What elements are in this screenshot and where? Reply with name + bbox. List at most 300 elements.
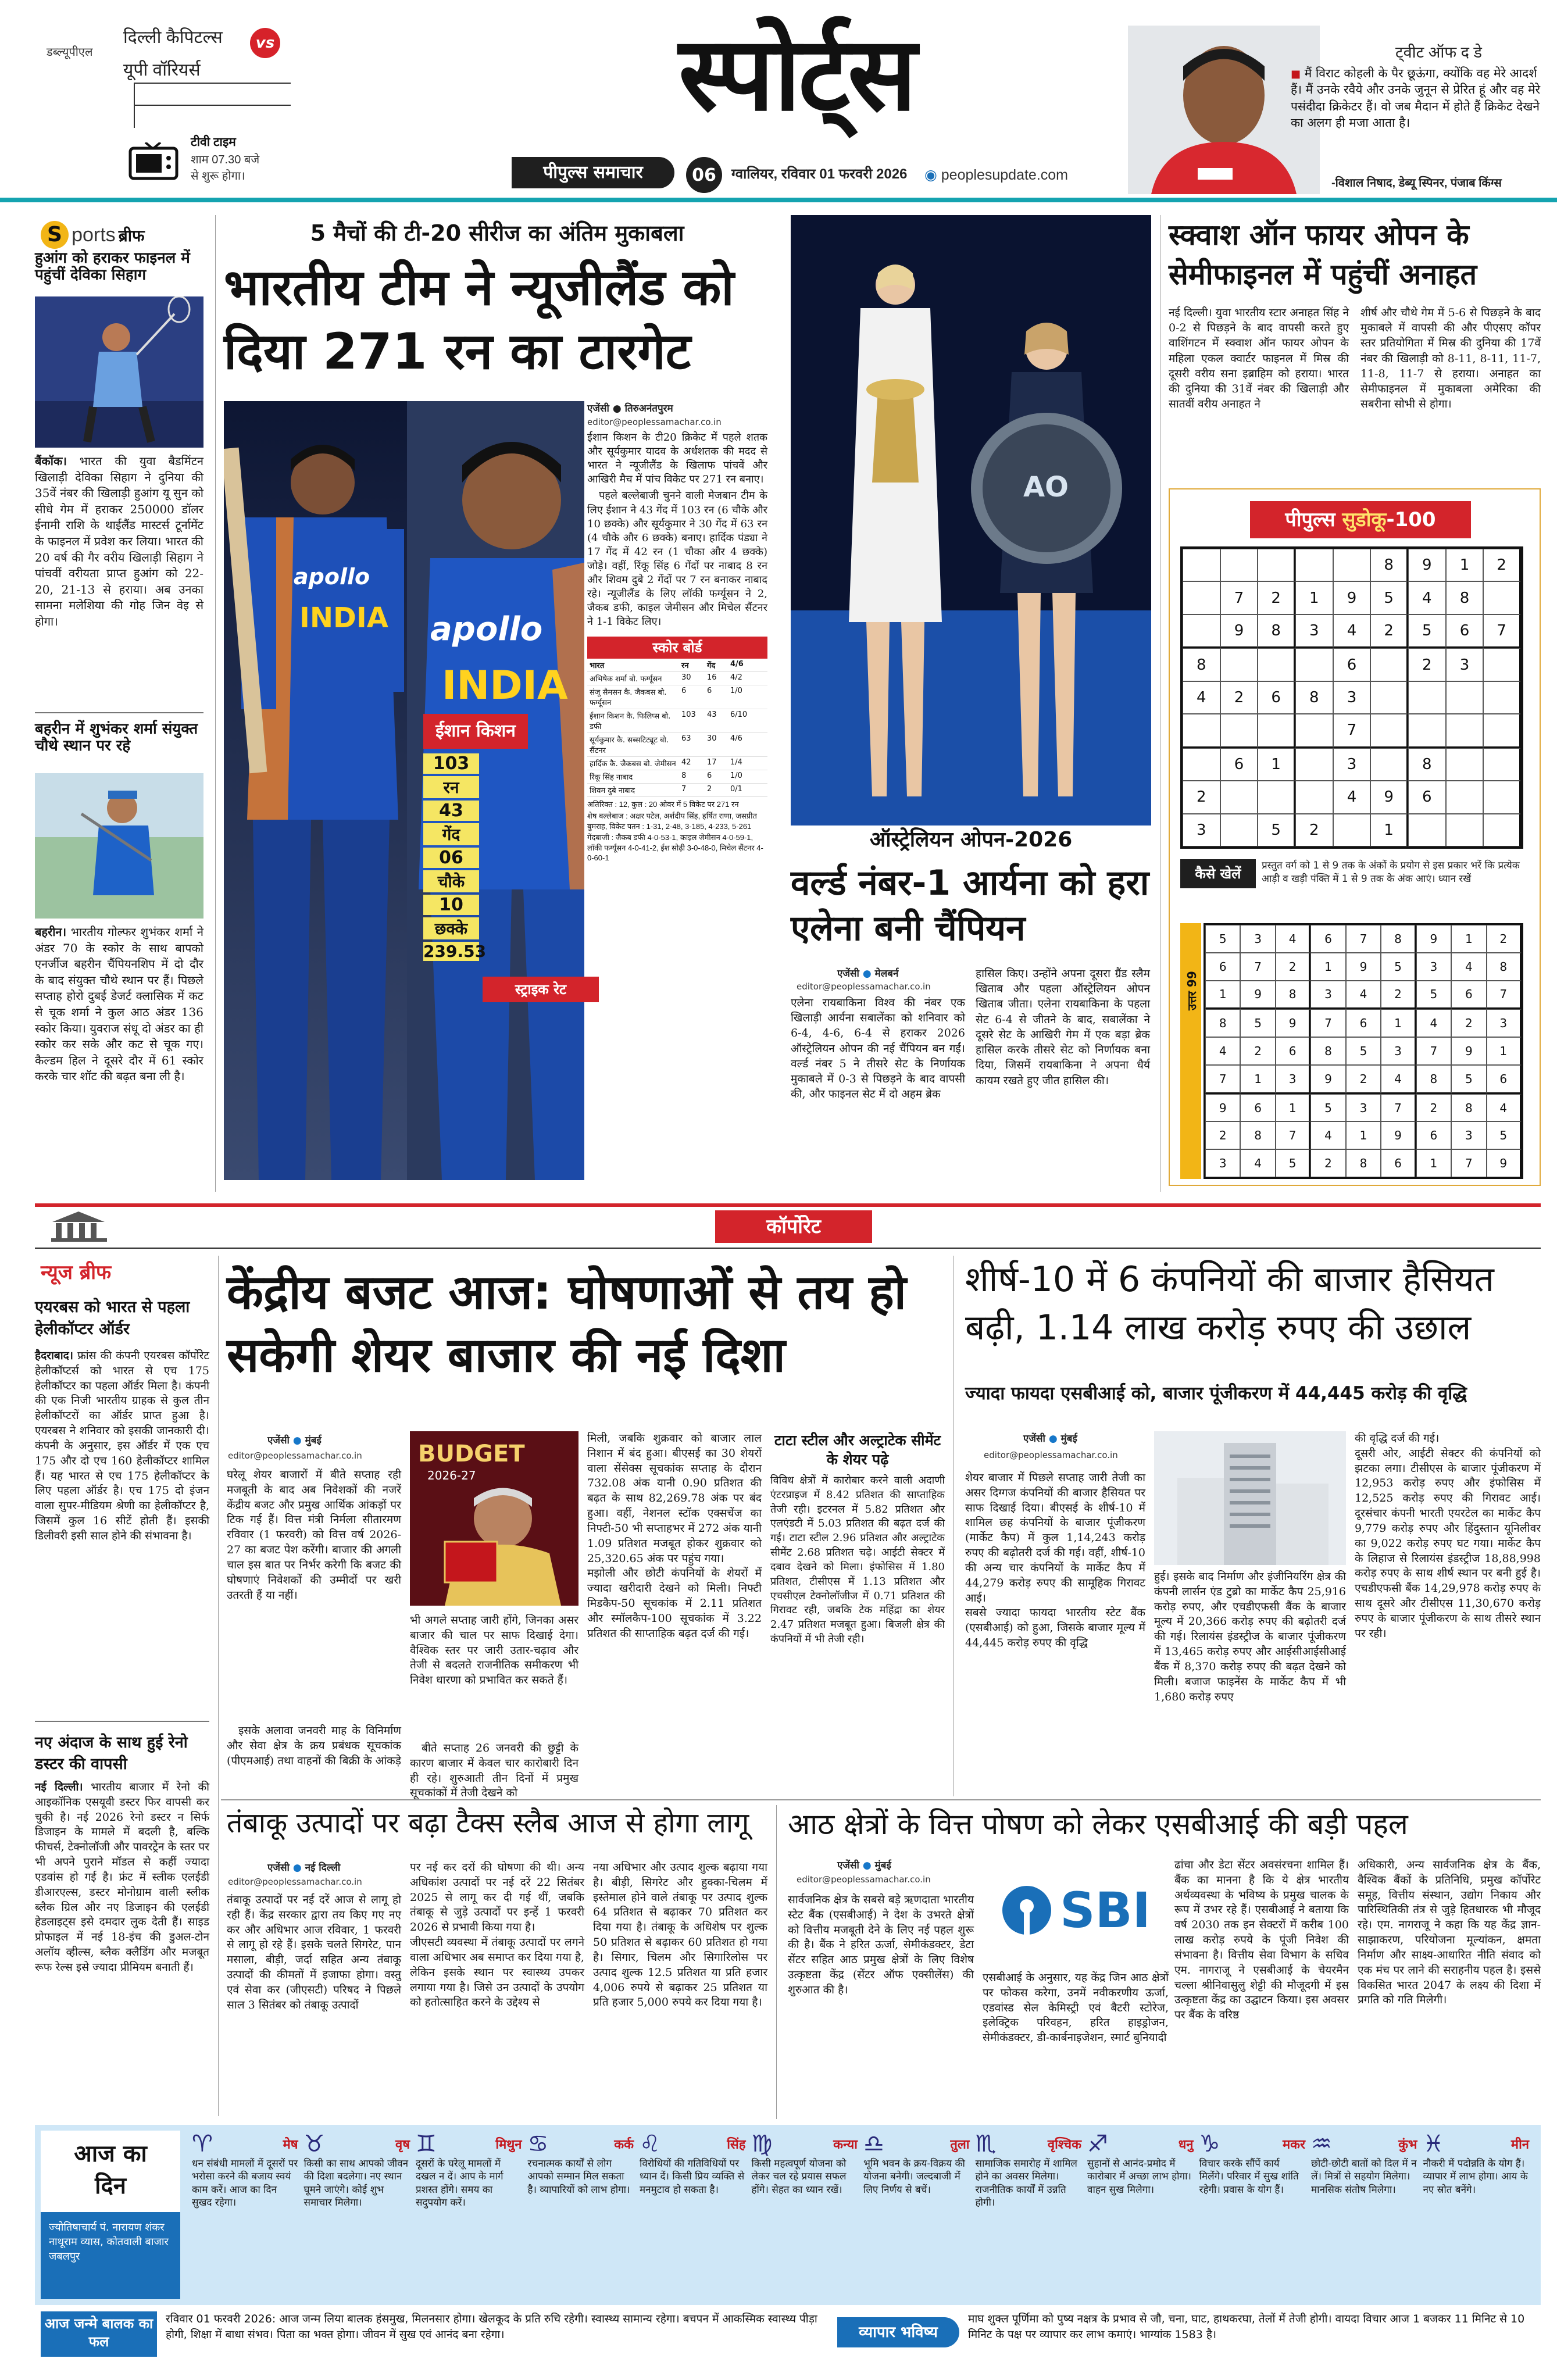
jersey-brand: apollo [294,564,370,589]
sudoku-answer-cell: 2 [1205,1121,1240,1149]
birthday-text: रविवार 01 फरवरी 2026: आज जन्म लिया बालक हंसमुख, मिलनसार होगा। खेलकूद के प्रति रुचि रहेगी। स्वास्थ्य सामान्य रहेगा। बचपन में आकस्मिक स्वास्थ्य पीड़ा होगी, शिक्षा में बाधा संभव। पिता का भक्त होगा। जीवन में सुख एवं आनंद बना रहेगा। [166,2313,817,2341]
sudoku-answer-cell: 2 [1310,1149,1345,1177]
strike-rate-label: स्ट्राइक रेट [483,977,599,1002]
astrologer-credit: ज्योतिषाचार्य पं. नारायण शंकर नाथूराम व्यास, कोतवाली बाजार जबलपुर [41,2212,180,2299]
sudoku-answer-cell: 3 [1205,1149,1240,1177]
sudoku-answer-cell: 6 [1451,981,1486,1010]
cricket-byline-2: एजेंसी ● तिरुअनंतपुरम [587,403,673,414]
zodiac-icon: ♑ [1199,2131,1220,2157]
rashi-text: सामाजिक समारोह में शामिल होने का अवसर मिलेगा। राजनीतिक कार्यों में उन्नति होगी। [975,2158,1077,2209]
rashi-name: कुंभ [1398,2138,1417,2152]
sports-logo-tag: ब्रीफ [118,226,145,245]
sudoku-title-word: सुडोकू [1342,508,1387,531]
scoreboard-row [587,709,767,733]
scoreboard-header [587,659,767,672]
sudoku-cell: 1 [1258,748,1295,781]
scoreboard-cell: अभिषेक शर्मा बो. फर्ग्यूसन [590,675,662,684]
sudoku-answer-cell: 9 [1276,1009,1310,1037]
sudoku-cell [1295,648,1333,681]
sudoku-cell [1483,781,1521,813]
sudoku-answer-cell: 3 [1381,1037,1416,1065]
scoreboard-header-cell: 4/6 [730,660,744,669]
scoreboard-header-cell: गेंद [707,662,716,671]
sudoku-answer-cell: 1 [1451,925,1486,953]
sports-brief-logo [41,221,203,249]
sports-logo-s: S [41,221,69,249]
sudoku-answer-cell: 8 [1346,1149,1381,1177]
stat-runs-label: रन [423,776,479,798]
page-number: 06 [686,157,722,193]
brief2-dateline: बहरीन। [35,925,67,939]
jersey-country-large: INDIA [442,663,568,709]
scoreboard-cell: 7 [681,785,687,794]
sudoku-answer-cell: 5 [1240,1009,1275,1037]
sudoku-answer-cell: 1 [1276,1094,1310,1122]
badminton-photo [35,296,203,448]
sudoku-how-text: प्रस्तुत वर्ग को 1 से 9 तक के अंकों के प्रयोग से इस प्रकार भरें कि प्रत्येक आड़ी व खड़ी पंक्ति में 1 से 9 तक के अंक आएं। ध्यान रखें [1262,860,1520,885]
sudoku-cell: 3 [1333,681,1371,714]
scoreboard-row [587,672,767,685]
sudoku-answer-cell: 7 [1416,1037,1451,1065]
scoreboard-cell: 4/2 [730,673,742,682]
sudoku-cell [1483,748,1521,781]
stat-runs: 103 [423,753,479,774]
col-rule-1 [215,215,216,1192]
rashi-column [1087,2131,1194,2299]
tennis-champions-illustration [791,215,1151,826]
team1: दिल्ली कैपिटल्स [123,28,223,47]
sudoku-answer-label: उत्तर 99 [1185,971,1199,1010]
sudoku-cell [1220,781,1258,813]
lower-divider [221,1799,1541,1800]
stat-balls-label: गेंद [423,823,479,845]
sudoku-answer-cell: 7 [1240,953,1275,981]
sudoku-answer-cell: 7 [1346,925,1381,953]
tweet-author: -विशाल निषाद, डेब्यू स्पिनर, पंजाब किंग्स [1331,177,1502,190]
cricket-email: editor@peoplessamachar.co.in [587,417,722,427]
sudoku-answer-cell: 4 [1381,1065,1416,1094]
horoscope-band [35,2125,1541,2305]
rashi-column [976,2131,1082,2299]
rashi-text: विरोधियों की गतिविधियों पर ध्यान दें। किसी प्रिय व्यक्ति से मनमुटाव हो सकता है। [640,2158,745,2196]
bse-photo [1154,1431,1346,1565]
scoreboard-row [587,733,767,757]
sudoku-cell [1220,549,1258,581]
scoreboard-cell: 103 [681,710,696,720]
tweet-label: ट्वीट ऑफ द डे [1395,44,1482,61]
sudoku-cell [1370,681,1408,714]
sudoku-cell [1370,748,1408,781]
sudoku-answer-cell: 6 [1240,1094,1275,1122]
rashi-name: वृष [395,2138,410,2152]
tv-divider [134,83,291,84]
sudoku-cell: 8 [1446,581,1484,614]
rashi-column [304,2131,410,2299]
sbi-email: editor@peoplessamachar.co.in [797,1874,931,1885]
golfer-illustration [35,773,203,919]
sbi-col2: एसबीआई के अनुसार, यह केंद्र जिन आठ क्षेत्रों पर फोकस करेगा, उनमें नवीकरणीय ऊर्जा, एडवांस्ड सेल केमिस्ट्री एवं बैटरी स्टोरेज, इलेक्ट्रिक परिवहन, हरित हाइड्रोजन, सेमीकंडक्टर, डी-कार्बनाइजेशन, स्मार्ट बुनियादी [983,1971,1169,2045]
sudoku-answer-cell: 7 [1205,1065,1240,1094]
sudoku-answer-cell: 1 [1487,1037,1522,1065]
tweet-text [1291,65,1547,131]
sudoku-cell [1258,549,1295,581]
vs-badge: vs [250,28,280,58]
sudoku-grid [1180,546,1523,849]
mcap-col2: हुई। इसके बाद निर्माण और इंजीनियरिंग क्षेत्र की कंपनी लार्सन एंड टुब्रो का मार्केट कैप 25,916 करोड़ रुपए, और एचडीएफसी बैंक के बाजार मूल्य में 20,366 करोड़ रुपए की बढ़ोतरी दर्ज की गई। रिलायंस इंडस्ट्रीज के बाजार पूंजीकरण में 13,465 करोड़ रुपए और आईसीआईसीआई बैंक में 8,370 करोड़ रुपए की बढ़त देखने को मिली। बजाज फाइनेंस के मार्केट कैप में भी 1,680 करोड़ रुपए [1154,1570,1346,1703]
sudoku-answer-cell: 8 [1276,981,1310,1010]
sudoku-cell [1258,781,1295,813]
nb1-dateline: हैदराबाद। [35,1349,73,1362]
sbi-col4: अधिकारी, अन्य सार्वजनिक क्षेत्र के बैंक, वैश्विक बैंकों के प्रतिनिधि, प्रमुख कॉर्पोरेट समूह, वित्तीय संस्थान, उद्योग निकाय और पारिस्थितिकी तंत्र से जुड़े हितधारक भी मौजूद रहे। एम. नागराजू ने कहा कि यह केंद्र ज्ञान-साझाकरण, परियोजना मूल्यांकन, क्षमता निर्माण और साक्ष्य-आधारित नीति संवाद को एक मंच पर लाने की सराहनीय पहल है। इससे विकसित भारत 2047 के लक्ष्य की दिशा में प्रगति को गति मिलेगी। [1358,1859,1541,2007]
budget-box-headline: टाटा स्टील और अल्ट्राटेक सीमेंट के शेयर पढ़े [774,1432,941,1468]
mcap-email: editor@peoplessamachar.co.in [984,1450,1118,1460]
rashi-text: रचनात्मक कार्यों से लोग आपको सम्मान मिल सकता है। व्यापारियों को लाभ होगा। [527,2158,630,2196]
sudoku-cell [1446,814,1484,846]
sudoku-cell: 5 [1258,814,1295,846]
bse-building-illustration [1154,1431,1346,1565]
sudoku-cell: 8 [1408,748,1446,781]
sudoku-title-num: -100 [1386,508,1436,531]
scoreboard-cell: 1/4 [730,758,742,767]
rashi-name: मिथुन [495,2138,522,2152]
sudoku-cell: 8 [1258,614,1295,648]
budget-photo [410,1431,578,1606]
scoreboard-cell: 0/1 [730,785,742,794]
rashi-text: नौकरी में पदोन्नति के योग हैं। व्यापार में लाभ होगा। आय के नए स्रोत बनेंगे। [1423,2158,1528,2196]
sbi-agency: एजेंसी [837,1860,859,1871]
mcap-agency: एजेंसी [1023,1433,1045,1445]
sudoku-answer-cell: 8 [1205,1009,1240,1037]
rashi-name: तुला [950,2138,970,2152]
sudoku-cell: 9 [1333,581,1371,614]
sudoku-answer-cell: 5 [1205,925,1240,953]
sudoku-answer-cell: 5 [1451,1065,1486,1094]
sudoku-answer-cell: 6 [1205,953,1240,981]
byline-dot-2: ● [862,968,872,980]
section-underline [35,1248,1541,1249]
sudoku-answer-cell: 2 [1451,1009,1486,1037]
zodiac-icon: ♒ [1311,2131,1332,2157]
jersey-brand-large: apollo [430,610,543,648]
sudoku-cell: 2 [1483,549,1521,581]
sudoku-cell [1483,648,1521,681]
tennis-email: editor@peoplessamachar.co.in [797,981,931,992]
tobacco-col1: तंबाकू उत्पादों पर नई दरें आज से लागू हो रही हैं। केंद्र सरकार द्वारा तय किए गए नए कर और अधिभार आज रविवार, 1 फरवरी से लागू हो रहे हैं। इसके चलते सिगरेट, पान मसाला, बीड़ी, जर्दा सहित अन्य तंबाकू उत्पादों की कीमतों में इजाफा होगा। वस्तु एवं सेवा कर (जीएसटी) परिषद ने पिछले साल 3 सितंबर को तंबाकू उत्पादों [227,1893,401,2011]
tennis-caption: ऑस्ट्रेलियन ओपन-2026 [869,828,1073,852]
rashi-name: कन्या [833,2138,858,2152]
rashi-name: वृश्चिक [1047,2138,1081,2152]
sudoku-cell: 1 [1295,581,1333,614]
tennis-agency: एजेंसी [837,968,859,980]
rashi-column [1311,2131,1417,2299]
sudoku-answer-cell: 2 [1381,981,1416,1010]
sudoku-cell: 7 [1483,614,1521,648]
budget-box-text: विविध क्षेत्रों में कारोबार करने वाली अदाणी एंटरप्राइज में 8.42 प्रतिशत की साप्ताहिक तेजी रही। इटरनल में 5.82 प्रतिशत और एलएंडटी में 5.03 प्रतिशत की बढ़त दर्ज की गई। टाटा स्टील 2.96 प्रतिशत और अल्ट्राटेक सीमेंट 2.68 प्रतिशत चढ़े। आईटी सेक्टर में दबाव देखने को मिला। इंफोसिस में 1.80 प्रतिशत, टीसीएस में 1.13 प्रतिशत और एचसीएल टेक्नोलॉजीज में 0.71 प्रतिशत की गिरावट रही, जबकि टेक महिंद्रा का शेयर 2.47 प्रतिशत मजबूत हुआ। बिजली क्षेत्र की कंपनियों में भी तेजी रही। [770,1474,945,1646]
sudoku-cell: 4 [1408,581,1446,614]
sudoku-cell: 3 [1183,814,1220,846]
budget-agency: एजेंसी [267,1435,290,1446]
scoreboard-title: स्कोर बोर्ड [587,637,767,659]
sudoku-cell: 2 [1370,614,1408,648]
tv-time-line1: शाम 07.30 बजे [191,153,260,166]
tv-time-label: टीवी टाइम [191,135,236,149]
sudoku-answer-cell: 1 [1346,1121,1381,1149]
tobacco-agency: एजेंसी [267,1862,290,1874]
rashi-name: मीन [1510,2138,1529,2152]
sudoku-answer-cell: 5 [1381,953,1416,981]
sudoku-cell [1446,781,1484,813]
brief2-headline: बहरीन में शुभंकर शर्मा संयुक्त चौथे स्थान पर रहे [35,720,198,755]
tweet-body: मैं विराट कोहली के पैर छूऊंगा, क्योंकि वह मेरे आदर्श हैं। मैं उनके रवैये और उनके जुनून से प्रेरित हूं और वह मेरे पसंदीदा क्रिकेटर हैं। वो जब मैदान में होते हैं क्रिकेट देखने का अलग ही मजा आता है। [1291,66,1541,130]
sports-logo-rest: ports [72,224,116,246]
rashi-text: धन संबंधी मामलों में दूसरों पर भरोसा करने की बजाय स्वयं काम करें। आज का दिन सुखद रहेगा। [192,2158,298,2209]
sudoku-cell [1408,681,1446,714]
sbi-keyhole-icon [1001,1884,1053,1936]
scoreboard-header-cell: भारत [590,662,605,671]
website-link[interactable] [924,166,1068,184]
tv-icon [128,142,180,183]
jersey-country: INDIA [299,602,388,634]
cricket-kicker: 5 मैचों की टी-20 सीरीज का अंतिम मुकाबला [310,220,684,246]
golf-photo [35,773,203,919]
sbi-col1: सार्वजनिक क्षेत्र के सबसे बड़े ऋणदाता भारतीय स्टेट बैंक (एसबीआई) ने देश के उभरते क्षेत्रों को वित्तीय मजबूती देने के लिए नई पहल शुरू की है। बैंक ने हरित ऊर्जा, सेमीकंडक्टर, डेटा सेंटर सहित आठ प्रमुख क्षेत्रों के लिए विशेष उत्कृष्टता केंद्र (सेंटर ऑफ एक्सीलेंस) की शुरुआत की है। [788,1893,974,1996]
cricket-photo [224,401,407,1180]
sudoku-answer-cell: 3 [1346,1094,1381,1122]
rashi-column [192,2131,298,2299]
masthead-title: स्पोर्ट्स [678,15,915,134]
tobacco-col3: नया अधिभार और उत्पाद शुल्क बढ़ाया गया है। बीड़ी, सिगरेट और हुक्का-चिलम में इस्तेमाल होने वाले तंबाकू पर उत्पाद शुल्क 64 प्रतिशत से बढ़ाकर 70 प्रतिशत कर दिया गया है। तंबाकू के अधिशेष पर शुल्क 50 प्रतिशत से बढ़ाकर 60 प्रतिशत हो गया है। सिगार, चिलम और सिगारिलोस पर उत्पाद शुल्क 12.5 प्रतिशत या प्रति हजार 4,006 रुपये से बढ़ाकर 25 प्रतिशत या प्रति हजार 5,000 रुपये कर दिया गया है। [593,1861,767,2009]
tv-divider-v2 [134,105,135,128]
horoscope-title-bottom: दिन [95,2172,126,2199]
mcap-subhead: ज्यादा फायदा एसबीआई को, बाजार पूंजीकरण में 44,445 करोड़ की वृद्धि [965,1383,1467,1404]
sbi-city: मुंबई [874,1860,891,1871]
sudoku-answer-cell: 6 [1276,1037,1310,1065]
sudoku-cell: 4 [1333,781,1371,813]
sudoku-answer-cell: 7 [1276,1121,1310,1149]
cricket-para2: पहले बल्लेबाजी चुनने वाली मेजबान टीम के लिए ईशान ने 43 गेंद में 103 रन (6 चौके और 10 छक्के) और सूर्यकुमार ने 30 गेंद में 63 रन (4 चौके और 6 छक्के) बनाए। हार्दिक पंड्या ने 17 गेंद में 42 रन (1 चौका और 4 छक्के) जोड़े। वहीं, रिंकू सिंह 6 गेंदों पर नाबाद 8 रन और शिवम दुबे 2 गेंदों पर 7 रन बनाकर नाबाद रहे। न्यूजीलैंड के लिए लॉकी फर्ग्यूसन ने 2, जैकब डफी, काइल जेमीसन और मिचेल सैंटनर ने 1-1 विकेट लिए। [587,489,767,628]
sudoku-answer-cell: 3 [1240,925,1275,953]
sudoku-answer-cell: 1 [1381,1009,1416,1037]
scoreboard-cell: 1/0 [730,687,742,696]
sudoku-cell [1370,648,1408,681]
sudoku-cell: 5 [1408,614,1446,648]
sudoku-answer-cell: 5 [1276,1149,1310,1177]
bank-building-icon [47,1209,110,1244]
scoreboard-row [587,784,767,797]
sudoku-cell: 9 [1220,614,1258,648]
byline-dot-3: ● [292,1435,302,1446]
sudoku-answer-cell: 1 [1416,1149,1451,1177]
byline-dot-4: ● [1048,1433,1058,1445]
cricket-text-column [587,401,767,863]
sudoku-answer-cell: 9 [1240,981,1275,1010]
col-rule-6 [776,1805,777,2119]
sudoku-cell [1183,581,1220,614]
footer-band [35,2308,1541,2360]
sudoku-answer-cell: 5 [1310,1094,1345,1122]
tobacco-city: नई दिल्ली [305,1862,341,1874]
sudoku-cell [1333,814,1371,846]
squash-headline: स्क्वाश ऑन फायर ओपन के सेमीफाइनल में पहुंचीं अनाहत [1169,218,1477,291]
section-title: कॉर्पोरेट [715,1210,872,1243]
brief1-text: भारत की युवा बैडमिंटन खिलाड़ी देविका सिहाग ने दुनिया की 35वें नंबर की खिलाड़ी हुआंग यू सुन को सीधे गेम में हराकर 250000 डॉलर ईनामी राशि के थाईलैंड मास्टर्स टूर्नामेंट के फाइनल में प्रवेश कर लिया। भारत की 20 वर्ष की गैर वरीय खिलाड़ी सिहाग ने पांचवीं वरीयता प्राप्त हुआंग को 22-20, 21-13 से हराया। अब उनका सामना मलेशिया की गोह जिन वेइ से होगा। [35,454,204,628]
sudoku-cell: 2 [1408,648,1446,681]
sudoku-answer-cell: 8 [1381,925,1416,953]
rashi-name: सिंह [727,2138,746,2152]
tobacco-col2: पर नई कर दरों की घोषणा की थी। अन्य अधिकांश उत्पादों पर नई दरें 22 सितंबर 2025 से लागू कर दी गई थीं, जबकि तंबाकू से जुड़े उत्पादों पर इन्हें 1 फरवरी 2026 से प्रभावी किया गया है। जीएसटी व्यवस्था में तंबाकू उत्पादों पर लगने वाला अधिभार अब समाप्त कर दिया गया है, लेकिन इसके स्थान पर स्वास्थ्य उपकर लगाया गया है। जिसे उन उत्पादों के उपयोग को हतोत्साहित करने के उद्देश्य से [410,1861,584,2009]
sudoku-cell: 8 [1295,681,1333,714]
sudoku-answer-cell: 2 [1346,1065,1381,1094]
scoreboard-cell: 16 [707,673,717,682]
sudoku-cell [1258,648,1295,681]
sudoku-cell [1295,714,1333,748]
sudoku-answer-cell: 9 [1205,1094,1240,1122]
budget-col1a: घरेलू शेयर बाजारों में बीते सप्ताह रही मजबूती के बाद अब निवेशकों की नजरें केंद्रीय बजट और प्रमुख आर्थिक आंकड़ों पर टिक गई हैं। वित्त मंत्री निर्मला सीतारमण रविवार (1 फरवरी) को वित्त वर्ष 2026-27 का बजट पेश करेंगी। बाजार की अगली चाल इस बात पर निर्भर करेगी कि बजट की घोषणाएं निवेशकों की उम्मीदों पर खरी उतरती हैं या नहीं। [227,1468,401,1602]
sudoku-cell [1483,814,1521,846]
scoreboard-cell: 6 [707,687,712,696]
sudoku-cell [1295,748,1333,781]
dateline: ग्वालियर, रविवार 01 फरवरी 2026 [731,166,908,182]
sudoku-cell [1446,714,1484,748]
sudoku-cell [1446,681,1484,714]
sudoku-cell [1295,549,1333,581]
sudoku-answer-cell: 3 [1487,1009,1522,1037]
sudoku-title [1250,501,1471,538]
sudoku-answer-cell: 2 [1416,1094,1451,1122]
tennis-col1: एलेना रायबाकिना विश्व की नंबर एक खिलाड़ी आर्यना सबालेंका को शनिवार को 6-4, 4-6, 6-4 से हराकर 2026 ऑस्ट्रेलियन ओपन की नई चैंपियन बन गईं। वर्ल्ड नंबर 5 ने तीसरे सेट के निर्णायक मुकाबले में 0-3 से पिछड़ने के बाद वापसी की, और फाइनल सेट में दो अहम ब्रेक [791,996,965,1101]
scoreboard-cell: 6 [707,771,712,781]
tv-time-line2: से शुरू होगा। [191,170,245,183]
mcap-col1: शेयर बाजार में पिछले सप्ताह जारी तेजी का असर दिग्गज कंपनियों की बाजार हैसियत पर साफ दिखाई दिया। बीएसई के शीर्ष-10 में शामिल छह कंपनियों के बाजार पूंजीकरण (मार्केट कैप) में कुल 1,14,243 करोड़ रुपए की बढ़ोतरी दर्ज की गई। वहीं, शीर्ष-10 की अन्य चार कंपनियों के मार्केट कैप में 44,279 करोड़ रुपए की सामूहिक गिरावट आई। सबसे ज्यादा फायदा भारतीय स्टेट बैंक (एसबीआई) को हुआ, जिसके बाजार मूल्य में 44,445 करोड़ रुपए की वृद्धि [965,1471,1145,1650]
sudoku-cell [1483,681,1521,714]
sudoku-answer-cell: 7 [1487,981,1522,1010]
scoreboard-cell: हार्दिक कै. जैकबस बो. जेमीसन [590,760,676,769]
sudoku-answer-cell: 7 [1310,1009,1345,1037]
scoreboard-cell: रिंकू सिंह नाबाद [590,773,633,782]
sudoku-answer-cell: 9 [1310,1065,1345,1094]
sudoku-answer-cell: 7 [1381,1094,1416,1122]
nb2-body [35,1780,209,1975]
rashi-text: छोटी-छोटी बातों को दिल में न लें। मित्रों से सहयोग मिलेगा। मानसिक संतोष मिलेगा। [1311,2158,1417,2196]
rashi-column [863,2131,970,2299]
tennis-byline [837,966,898,980]
mcap-col3: की वृद्धि दर्ज की गई। दूसरी ओर, आईटी सेक्टर की कंपनियों को झटका लगा। टीसीएस के बाजार पूंजीकरण में 12,953 करोड़ रुपए और इंफोसिस में 12,525 करोड़ रुपए की गिरावट आई। दूरसंचार कंपनी भारती एयरटेल का मार्केट कैप 9,779 करोड़ रुपए और हिंदुस्तान यूनिलीवर का 9,022 करोड़ रुपए घट गया। मार्केट कैप के लिहाज से रिलायंस इंडस्ट्रीज 18,88,998 करोड़ रुपए के साथ शीर्ष स्थान पर बनी हुई है। एचडीएफसी बैंक 14,29,978 करोड़ रुपए के साथ दूसरे और टीसीएस 11,30,670 करोड़ रुपए के बाजार पूंजीकरण के साथ तीसरे स्थान पर रही। [1355,1432,1541,1640]
budget-sidebox [770,1431,945,1647]
scoreboard-cell: संजू सैमसन कै. जैकबस बो. फर्ग्यूसन [590,688,667,708]
stat-fours-label: चौके [423,870,479,892]
sudoku-answer-cell: 5 [1346,1037,1381,1065]
sudoku-answer-cell: 1 [1240,1065,1275,1094]
sudoku-cell [1220,648,1258,681]
sudoku-answer-cell: 4 [1416,1009,1451,1037]
birthday-label: आज जन्मे बालक का फल [41,2311,157,2357]
nb2-text: भारतीय बाजार में रेनो की आइकॉनिक एसयूवी डस्टर फिर वापसी कर चुकी है। नई 2026 रेनो डस्टर न सिर्फ डिजाइन के मामले में बदली है, बल्कि फीचर्स, टेक्नोलॉजी और पावरट्रेन के स्तर पर भी अपने पुराने मॉडल से कहीं ज्यादा एडवांस हो गई है। फ्रंट में स्लीक एलईडी डीआरएल्स, डस्टर मोनोग्राम वाली स्लीक ब्लैक ग्रिल और नए डिजाइन की एलईडी हेडलाइट्स इसे दमदार लुक देती हैं। साइड प्रोफाइल में नई 18-इंच की डुअल-टोन अलॉय व्हील्स, ब्लैक क्लैडिंग और मजबूत रूफ रेल्स इसे ज्यादा प्रीमियम बनाती हैं। [35,1781,209,1974]
scoreboard-cell: 1/0 [730,771,742,781]
rashi-text: भूमि भवन के क्रय-विक्रय की योजना बनेगी। जल्दबाजी में लिए निर्णय से बचें। [863,2158,965,2196]
sudoku-cell: 1 [1370,814,1408,846]
globe-icon: ◉ [924,167,937,183]
sudoku-answer-cell: 9 [1346,953,1381,981]
sudoku-cell: 3 [1333,748,1371,781]
sudoku-cell: 2 [1295,814,1333,846]
mcap-city: मुंबई [1060,1433,1077,1445]
budget-city: मुंबई [305,1435,322,1446]
zodiac-icon: ♎ [863,2131,884,2157]
sudoku-cell: 1 [1446,549,1484,581]
sudoku-cell: 7 [1220,581,1258,614]
budget-byline [267,1433,322,1446]
sudoku-answer-cell: 1 [1205,981,1240,1010]
brief2-text: भारतीय गोल्फर शुभंकर शर्मा ने अंडर 70 के स्कोर के साथ बापको एनर्जीज बहरीन चैंपियनशिप में दो दौर के बाद संयुक्त चौथे स्थान पर हैं। पिछले सप्ताह होरो दुबई डेजर्ट क्लासिक में कट से चूक शर्मा ने कुल आठ अंडर 136 स्कोर किया। युवराज संधू दो अंडर का ही स्कोर कर सके और कट से चूक गए। कैल्डम हिल ने दूसरे दौर में 61 स्कोर करके चार शॉट की बढ़त बना ली है। [35,925,203,1084]
sudoku-answer-cell: 6 [1310,925,1345,953]
horoscope-title-box [41,2131,180,2299]
sudoku-cell: 7 [1333,714,1371,748]
cricket-para1: ईशान किशन के टी20 क्रिकेट में पहले शतक और सूर्यकुमार यादव के अर्धशतक की मदद से भारत ने न्यूजीलैंड के खिलाफ पांचवें और आखिरी मैच में पांच विकेट पर 271 रन बनाए। [587,431,767,486]
sudoku-cell [1446,748,1484,781]
scoreboard-cell: 30 [707,734,717,744]
scoreboard-cell: 63 [681,734,691,744]
rashi-text: सुहानों से आनंद-प्रमोद में कारोबार में अच्छा लाभ होगा। वाहन सुख मिलेगा। [1087,2158,1191,2196]
sudoku-cell: 2 [1183,781,1220,813]
byline-dot-6: ● [862,1860,872,1871]
rashi-name: मकर [1282,2138,1305,2152]
sudoku-answer-cell: 4 [1240,1149,1275,1177]
zodiac-icon: ♈ [192,2131,213,2157]
sudoku-answer-cell: 8 [1451,1094,1486,1122]
scoreboard-cell: ईशान किशन कै. फिलिप्स बो. डफी [590,712,671,732]
rashi-column [416,2131,522,2299]
rashi-text: दूसरों के घरेलू मामलों में दखल न दें। आप के मार्ग प्रशस्त होंगे। समय का सदुपयोग करें। [416,2158,503,2209]
sudoku-answer-cell: 9 [1487,1149,1522,1177]
sudoku-answer-cell: 9 [1381,1121,1416,1149]
nb2-dateline: नई दिल्ली। [35,1781,83,1793]
scoreboard-cell: 8 [681,771,687,781]
sudoku-answer-cell: 2 [1240,1037,1275,1065]
sudoku-cell [1408,714,1446,748]
sudoku-cell: 8 [1370,549,1408,581]
sudoku-cell: 9 [1408,549,1446,581]
sudoku-cell [1220,714,1258,748]
sudoku-cell [1183,549,1220,581]
scoreboard-header-cell: रन [681,662,689,671]
brief-divider [35,712,203,713]
tennis-col2: हासिल किए। उन्होंने अपना दूसरा ग्रैंड स्लैम खिताब और पहला ऑस्ट्रेलियन ओपन खिताब जीता। एलेना रायबाकिना के पहला सेट 6-4 से जीतने के बाद, सबालेंका ने दूसरे सेट के आखिरी गेम में एक बड़ा ब्रेक हासिल करके तीसरे सेट को निर्णायक बना दिया, जिसमें रायबाकिना ने अपना धैर्य कायम रखते हुए जीत हासिल की। [976,967,1150,1087]
budget-col3: मिली, जबकि शुक्रवार को बाजार लाल निशान में बंद हुआ। बीएसई का 30 शेयरों वाला सेंसेक्स सूचकांक सप्ताह के दौरान 732.08 अंक यानी 0.90 प्रतिशत की बढ़त के साथ 82,269.78 अंक पर बंद हुआ। वहीं, नेशनल स्टॉक एक्सचेंज का निफ्टी-50 भी सप्ताहभर में 272 अंक यानी 1.09 प्रतिशत मजबूत होकर शुक्रवार को 25,320.65 अंक पर पहुंच गया। मझोली और छोटी कंपनियों के शेयरों में ज्यादा खरीदारी देखने को मिली। निफ्टी मिडकैप-50 सूचकांक में 2.11 प्रतिशत और स्मॉलकैप-100 सूचकांक में 3.22 प्रतिशत की साप्ताहिक बढ़त दर्ज की गई। [587,1432,762,1640]
zodiac-icon: ♉ [303,2131,325,2157]
sudoku-cell [1483,714,1521,748]
sudoku-answer-grid [1204,923,1523,1179]
squash-col2: शीर्ष और चौथे गेम में 5-6 से पिछड़ने के बाद मुकाबले में वापसी की और पीएसए कॉपर स्तर प्रतियोगिता में मिस्र की दुनिया की 17वें नंबर की खिलाड़ी को 8-11, 8-11, 11-7, 11-8, 11-7 से हराया। अनाहत का सेमीफाइनल में मुकाबला अमेरिका की सबरीना सोभी से होगा। [1360,306,1541,411]
sudoku-cell: 4 [1333,614,1371,648]
scoreboard-cell: शिवम दुबे नाबाद [590,787,635,796]
sudoku-answer-cell: 5 [1487,1121,1522,1149]
tv-divider-b [134,105,291,106]
sudoku-cell [1483,581,1521,614]
rashi-text: किसी महत्वपूर्ण योजना को लेकर चल रहे प्रयास सफल होंगे। सेहत का ध्यान रखें। [751,2158,847,2196]
sudoku-cell: 6 [1333,648,1371,681]
trade-label: व्यापार भविष्य [837,2317,959,2347]
sudoku-answer-cell: 9 [1451,1037,1486,1065]
rashi-row [192,2131,1535,2299]
scoreboard-cell: 42 [681,758,691,767]
batsman-illustration [224,401,407,1180]
sudoku-cell: 4 [1183,681,1220,714]
budget-col2b: बीते सप्ताह 26 जनवरी की छुट्टी के कारण बाजार में केवल चार कारोबारी दिन ही रहे। शुरुआती तीन दिनों में प्रमुख सूचकांकों में तेजी देखने को [410,1742,578,1800]
sudoku-answer-cell: 9 [1416,925,1451,953]
sudoku-cell [1295,781,1333,813]
sudoku-answer-cell: 4 [1310,1121,1345,1149]
sudoku-answer-cell: 8 [1416,1065,1451,1094]
